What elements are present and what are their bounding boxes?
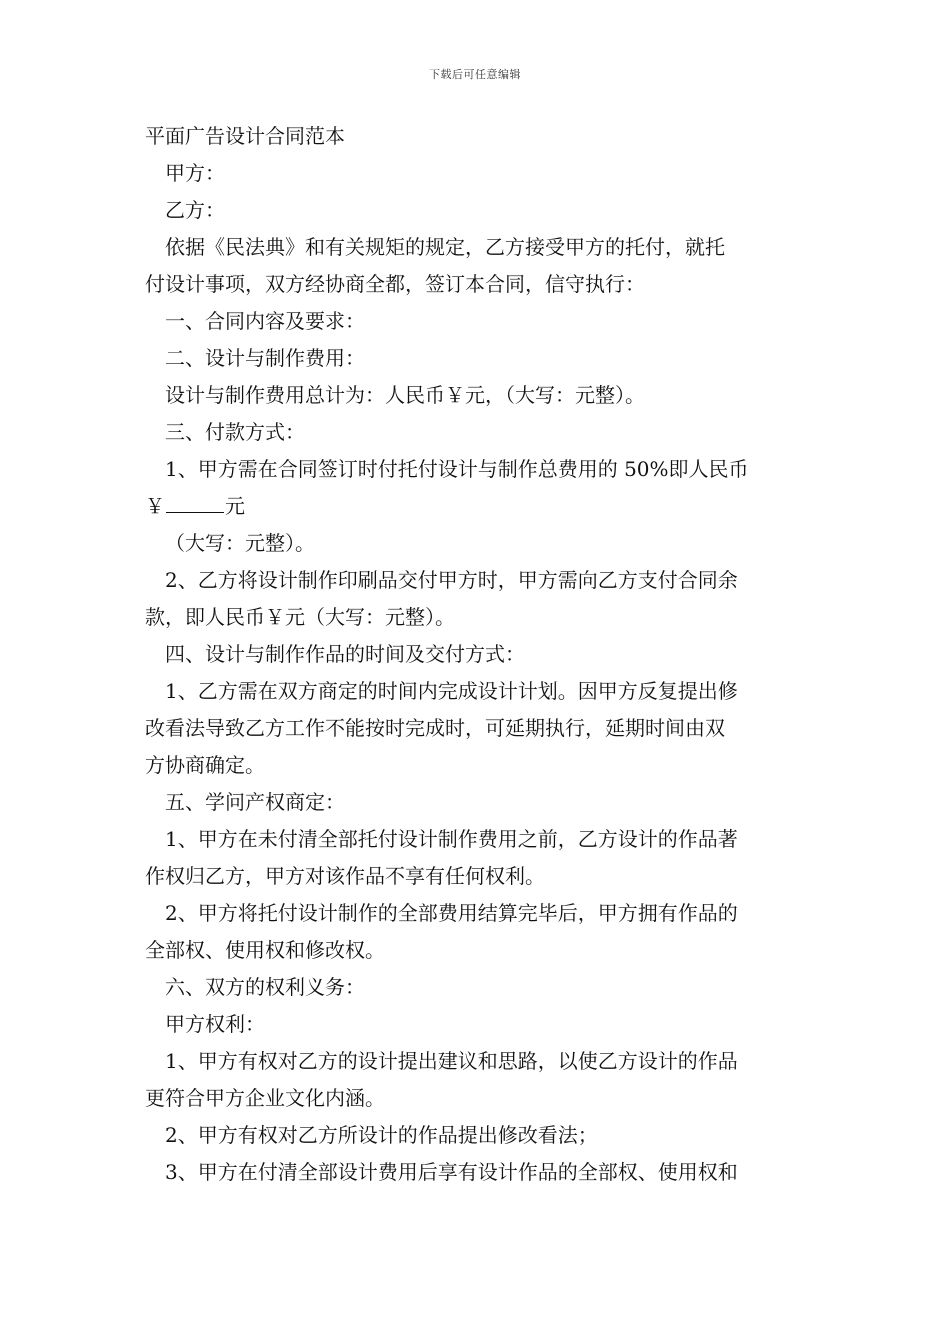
clause-line: 作权归乙方，甲方对该作品不享有任何权利。 bbox=[145, 864, 545, 888]
currency-unit: 元 bbox=[225, 494, 245, 518]
clause-line: 更符合甲方企业文化内涵。 bbox=[145, 1086, 385, 1110]
clause-line: 1、甲方有权对乙方的设计提出建议和思路，以使乙方设计的作品 bbox=[165, 1049, 738, 1073]
clause-line: 3、甲方在付清全部设计费用后享有设计作品的全部权、使用权和 bbox=[165, 1160, 738, 1184]
header-note: 下载后可任意编辑 bbox=[429, 68, 521, 81]
clause-line: 1、乙方需在双方商定的时间内完成设计计划。因甲方反复提出修 bbox=[165, 679, 738, 703]
clause-line-blank bbox=[145, 488, 807, 525]
document-title: 平面广告设计合同范本 bbox=[145, 124, 345, 148]
section-heading: 二、设计与制作费用： bbox=[165, 346, 365, 370]
intro-paragraph-line: 依据《民法典》和有关规矩的规定，乙方接受甲方的托付，就托 bbox=[165, 235, 725, 259]
clause-line: 2、乙方将设计制作印刷品交付甲方时，甲方需向乙方支付合同余 bbox=[165, 568, 738, 592]
clause-line: 方协商确定。 bbox=[145, 753, 265, 777]
section-heading: 五、学问产权商定： bbox=[165, 790, 345, 814]
clause-line: 改看法导致乙方工作不能按时完成时，可延期执行，延期时间由双 bbox=[145, 716, 725, 740]
currency-symbol: ￥ bbox=[145, 494, 165, 518]
clause-line: 款，即人民币￥元（大写：元整）。 bbox=[145, 605, 455, 629]
section-heading: 六、双方的权利义务： bbox=[165, 975, 365, 999]
clause-line: 2、甲方有权对乙方所设计的作品提出修改看法； bbox=[165, 1123, 598, 1147]
party-a-label: 甲方： bbox=[165, 161, 225, 185]
section-heading: 一、合同内容及要求： bbox=[165, 309, 365, 333]
clause-line: 2、甲方将托付设计制作的全部费用结算完毕后，甲方拥有作品的 bbox=[165, 901, 738, 925]
party-b-label: 乙方： bbox=[165, 198, 225, 222]
subsection-heading: 甲方权利： bbox=[165, 1012, 265, 1036]
clause-line: 1、甲方需在合同签订时付托付设计与制作总费用的 50%即人民币 bbox=[165, 457, 749, 481]
clause-line: （大写：元整）。 bbox=[165, 531, 315, 555]
document-body bbox=[145, 118, 807, 1191]
amount-blank bbox=[166, 492, 224, 513]
intro-paragraph-line: 付设计事项，双方经协商全都，签订本合同，信守执行： bbox=[145, 272, 645, 296]
clause-line: 全部权、使用权和修改权。 bbox=[145, 938, 385, 962]
section-heading: 三、付款方式： bbox=[165, 420, 305, 444]
clause-line: 1、甲方在未付清全部托付设计制作费用之前，乙方设计的作品著 bbox=[165, 827, 738, 851]
section-heading: 四、设计与制作作品的时间及交付方式： bbox=[165, 642, 525, 666]
fee-total-line: 设计与制作费用总计为：人民币￥元，（大写：元整）。 bbox=[165, 383, 645, 407]
